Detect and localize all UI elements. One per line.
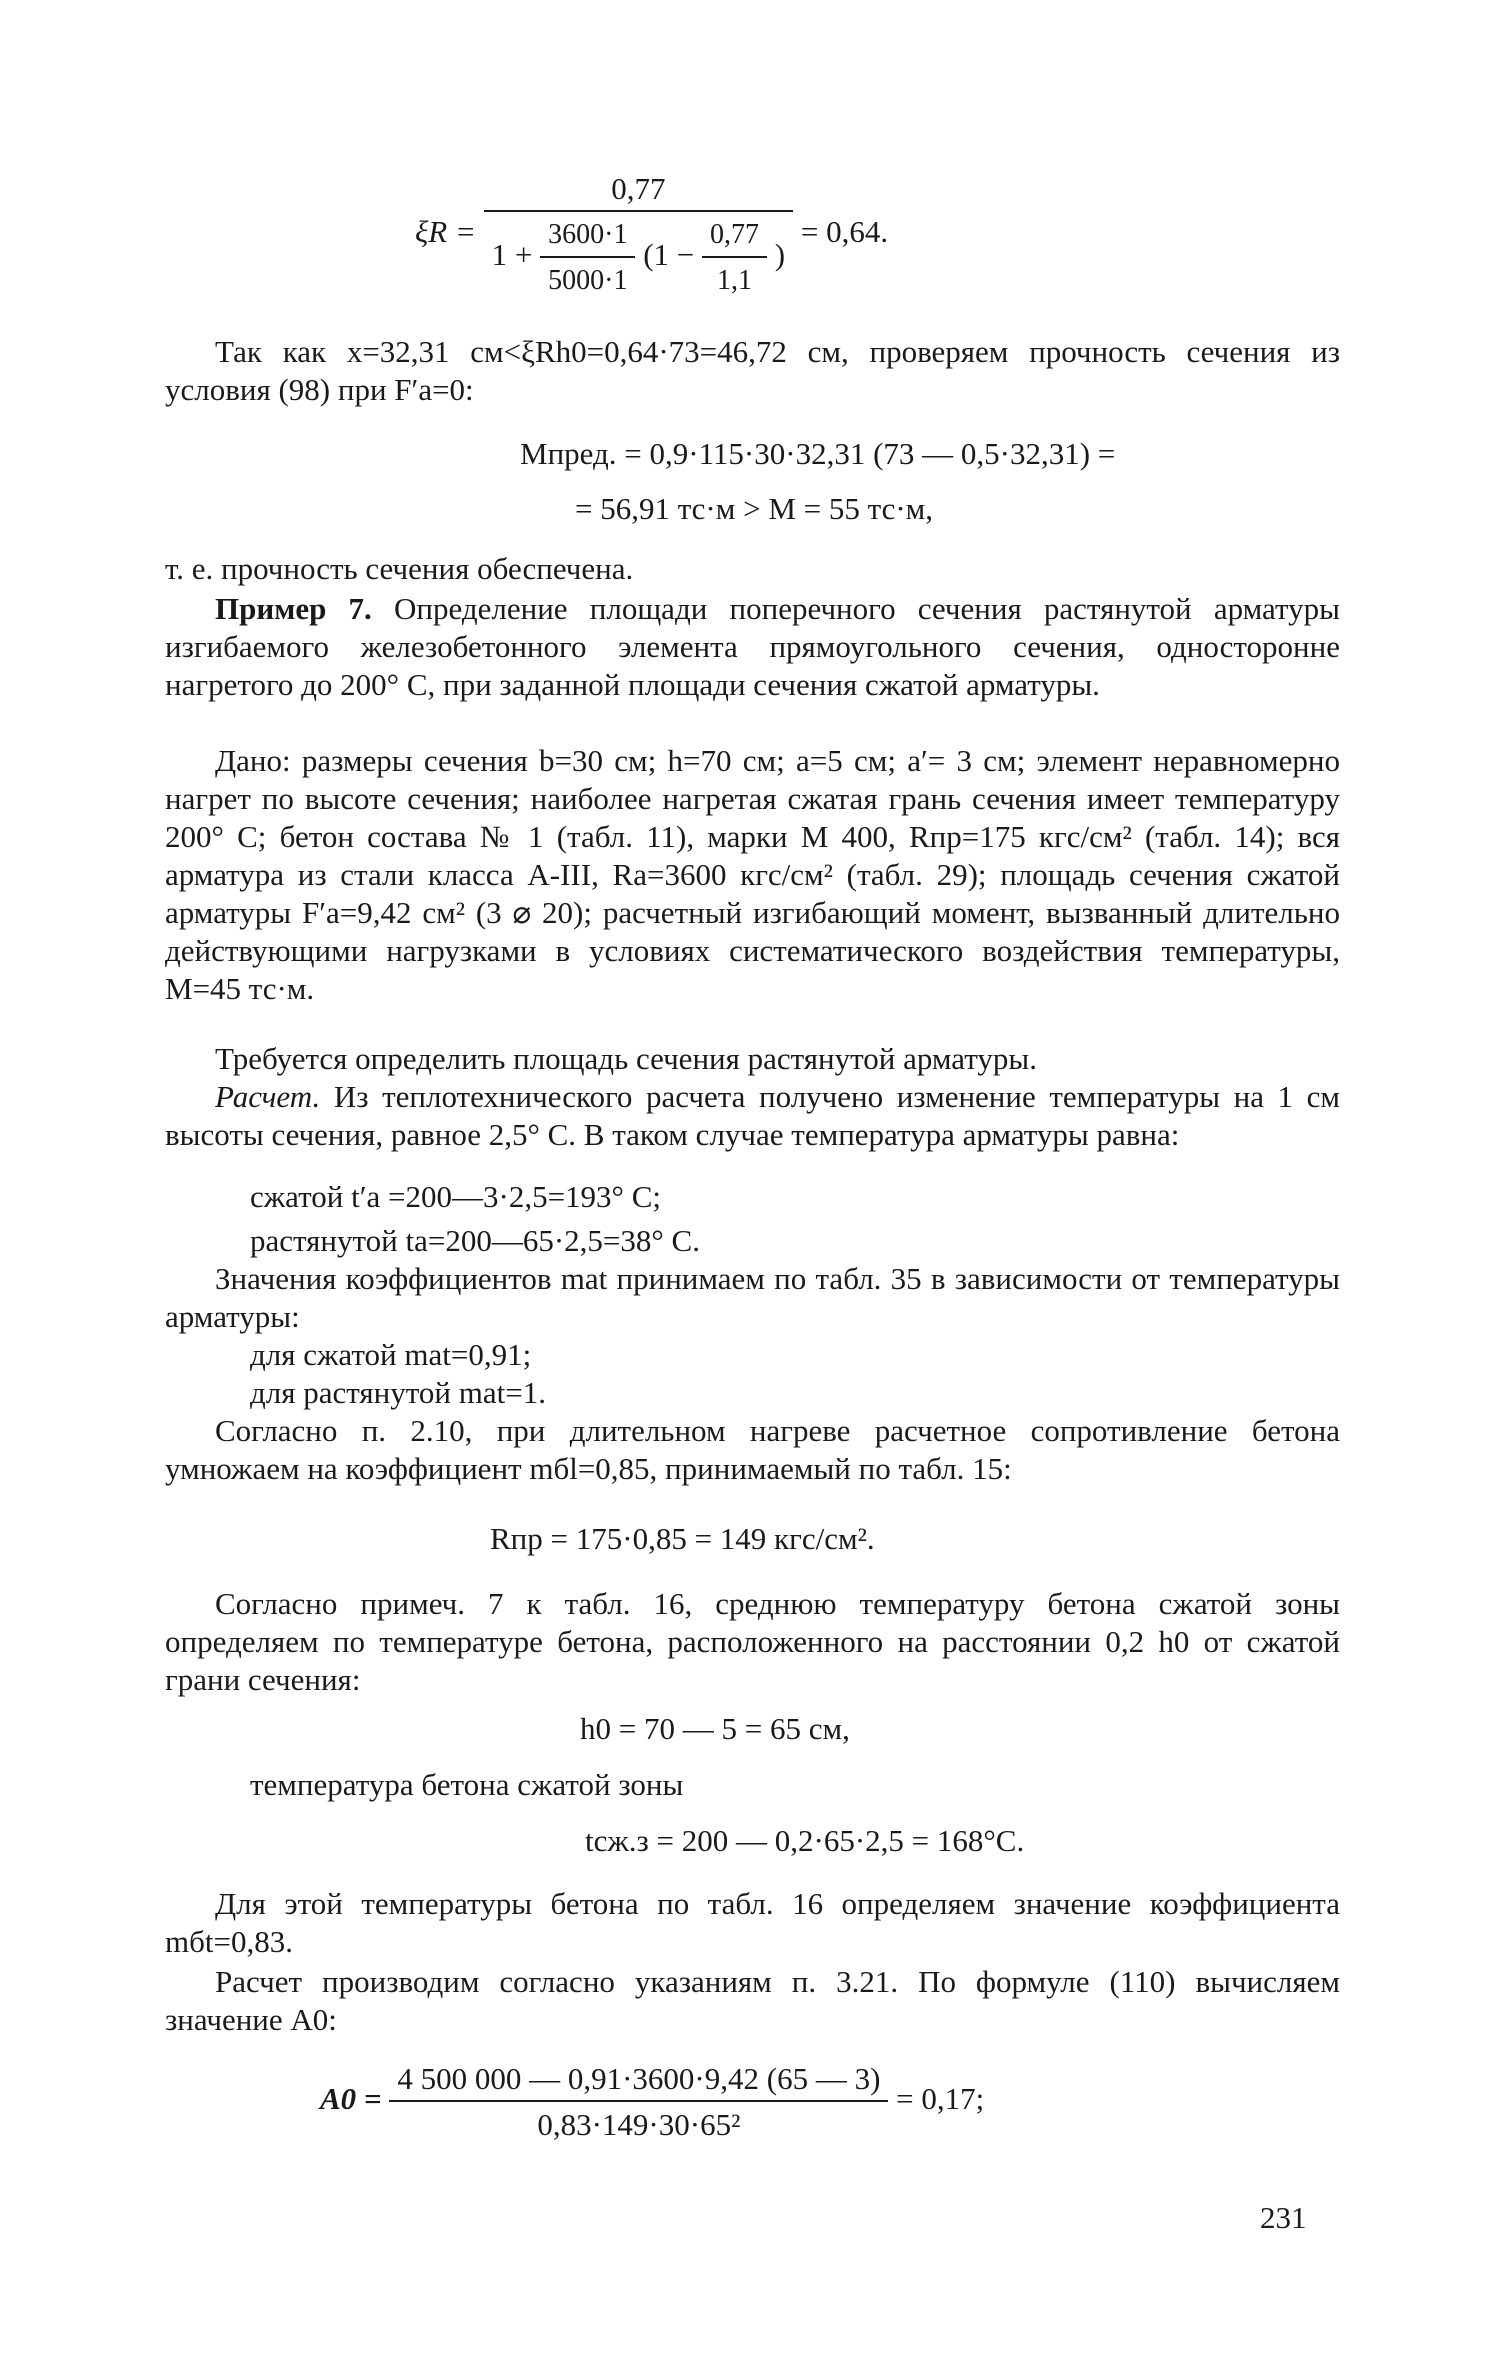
formula-xi-den-prefix: 1 + (491, 237, 533, 273)
paragraph-tabl16 (165, 1885, 1340, 1961)
formula-a0-numerator: 4 500 000 — 0,91·3600·9,42 (65 — 3) (389, 2060, 888, 2102)
paragraph-prim (165, 1585, 1340, 1699)
formula-xi-bracket-open: (1 − (643, 237, 695, 273)
paragraph-tabl16-text: Для этой температуры бетона по табл. 16 определяем значение коэффициента mбt=0,83. (165, 1886, 1340, 1959)
page-number: 231 (1260, 2200, 1307, 2235)
line-compressed-temp: сжатой t′а =200—3·2,5=193° С; (250, 1179, 661, 1214)
line-tensile-temp: растянутой tа=200—65·2,5=38° С. (250, 1223, 700, 1258)
paragraph-dano (165, 742, 1340, 1008)
paragraph-check-text: Так как x=32,31 см<ξRh0=0,64·73=46,72 см, проверяем прочность сечения из условия (98) при F′а=0: (165, 334, 1340, 407)
formula-a0-fraction (389, 2060, 888, 2144)
formula-xi-bracket-fraction (702, 216, 767, 300)
equation-m-pred-2: = 56,91 тс·м > М = 55 тс·м, (575, 491, 934, 526)
formula-xi-fraction (484, 170, 793, 300)
formula-xi-inner-fraction (540, 216, 635, 300)
paragraph-3-21-text: Расчет производим согласно указаниям п. 3.21. По формуле (110) вычисляем значение A0: (165, 1964, 1340, 2037)
line-mat-compressed: для сжатой mаt=0,91; (250, 1337, 532, 1372)
formula-a0-lhs: A0 = (320, 2081, 382, 2117)
paragraph-requirement-text: Требуется определить площадь сечения растянутой арматуры. (215, 1041, 1037, 1076)
paragraph-example (165, 590, 1340, 704)
paragraph-2-10-text: Согласно п. 2.10, при длительном нагреве расчетное сопротивление бетона умножаем на коэффициент mбl=0,85, принимаемый по табл. 15: (165, 1413, 1340, 1486)
formula-xi-inner-den: 5000·1 (548, 265, 628, 296)
line-mat-tensile: для растянутой mаt=1. (250, 1375, 546, 1410)
example-title: Пример 7. (215, 591, 372, 626)
equation-m-pred-1: Мпред. = 0,9·115·30·32,31 (73 — 0,5·32,31) = (520, 436, 1116, 471)
paragraph-dano-text: Дано: размеры сечения b=30 см; h=70 см; a=5 см; a′= 3 см; элемент неравномерно нагрет по высоте сечения; наиболее нагретая сжатая грань сечения имеет температуру 200° С; бетон состава № 1 (табл. 11), марки М 400, Rпр=175 кгс/см² (табл. 14); вся арматура из стали класса А-III, Rа=3600 кгс/см² (табл. 29); площадь сечения сжатой арматуры F′а=9,42 см² (3 ⌀ 20); расчетный изгибающий момент, вызванный длительно действующими нагрузками в условиях систематического воздействия температуры, М=45 тс·м. (165, 743, 1340, 1006)
paragraph-te-text: т. е. прочность сечения обеспечена. (165, 551, 634, 586)
paragraph-2-10 (165, 1412, 1340, 1488)
formula-xi-lhs: ξR = (415, 214, 476, 250)
equation-h0: h0 = 70 — 5 = 65 см, (580, 1711, 850, 1746)
formula-xi-denominator (484, 212, 793, 300)
paragraph-mat-text: Значения коэффициентов mаt принимаем по табл. 35 в зависимости от температуры арматуры: (165, 1261, 1340, 1334)
formula-xi-result: = 0,64. (800, 214, 889, 250)
formula-a0-result: = 0,17; (896, 2081, 985, 2117)
calc-text: Из теплотехнического расчета получено изменение температуры на 1 см высоты сечения, равное 2,5° С. В таком случае температура арматуры равна: (165, 1079, 1340, 1152)
calc-label: Расчет. (215, 1079, 321, 1114)
formula-xi-numerator: 0,77 (484, 170, 793, 212)
paragraph-prim-text: Согласно примеч. 7 к табл. 16, среднюю температуру бетона сжатой зоны определяем по температуре бетона, расположенного на расстоянии 0,2 h0 от сжатой грани сечения: (165, 1586, 1340, 1697)
equation-r-pr: Rпр = 175·0,85 = 149 кгс/см². (490, 1521, 875, 1556)
paragraph-te (165, 550, 1340, 588)
example-text: Определение площади поперечного сечения растянутой арматуры изгибаемого железобетонного элемента прямоугольного сечения, односторонне нагретого до 200° С, при заданной площади сечения сжатой арматуры. (165, 591, 1340, 702)
line-temp-zone: температура бетона сжатой зоны (250, 1767, 684, 1802)
formula-xi-r (415, 170, 888, 300)
formula-a0-denominator: 0,83·149·30·65² (537, 2107, 741, 2142)
equation-t-szh: tсж.з = 200 — 0,2·65·2,5 = 168°С. (585, 1823, 1025, 1858)
paragraph-requirement (165, 1040, 1340, 1078)
paragraph-mat (165, 1260, 1340, 1336)
formula-xi-inner-num: 3600·1 (540, 216, 635, 258)
paragraph-3-21 (165, 1963, 1340, 2039)
formula-xi-bracket-den: 1,1 (717, 265, 753, 296)
paragraph-calc (165, 1078, 1340, 1154)
paragraph-check (165, 333, 1340, 409)
formula-xi-bracket-num: 0,77 (702, 216, 767, 258)
formula-a0 (320, 2060, 984, 2144)
formula-xi-bracket-close: ) (774, 237, 786, 273)
